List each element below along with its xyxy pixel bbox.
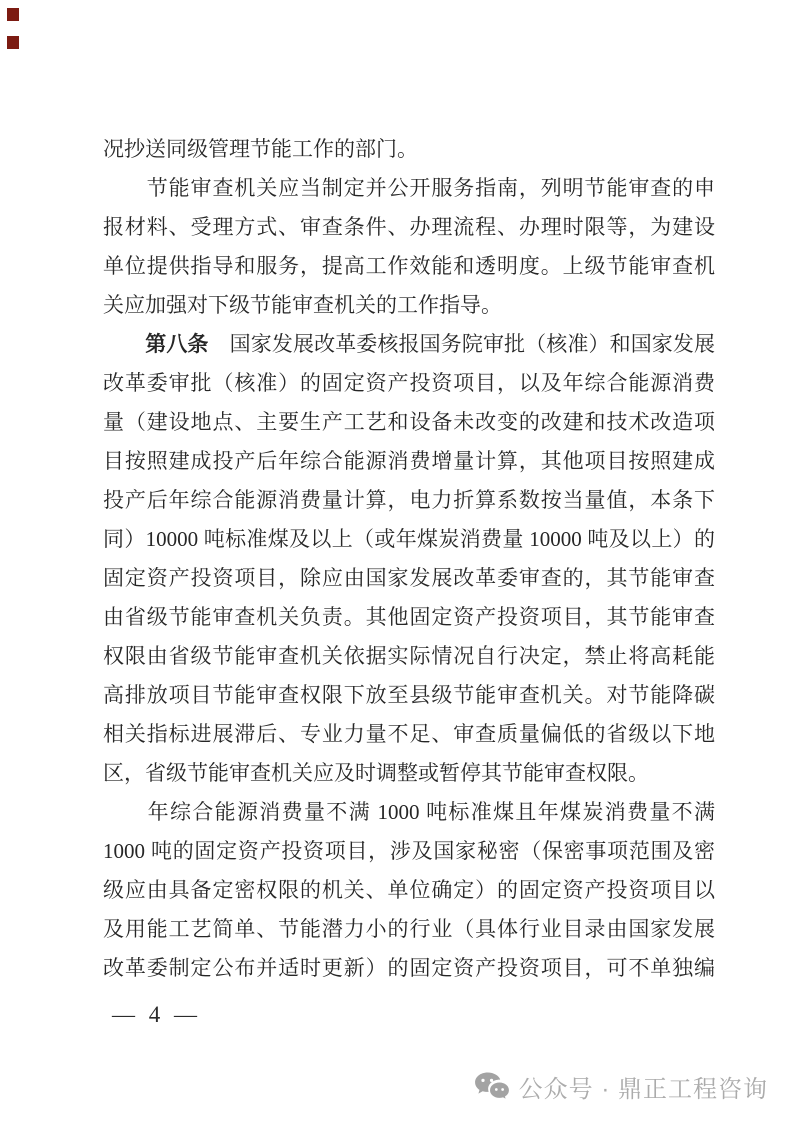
body-line: 投产后年综合能源消费量计算，电力折算系数按当量值，本条下 bbox=[103, 488, 715, 512]
body-line: 报材料、受理方式、审查条件、办理流程、办理时限等，为建设 bbox=[103, 215, 715, 239]
red-scan-mark-top bbox=[7, 8, 19, 21]
red-scan-mark-bottom bbox=[7, 36, 19, 49]
watermark-text: 公众号 · 鼎正工程咨询 bbox=[518, 1075, 768, 1103]
article-text: 国家发展改革委核报国务院审批（核准）和国家发展 bbox=[208, 332, 715, 356]
body-line: 1000 吨的固定资产投资项目，涉及国家秘密（保密事项范围及密 bbox=[103, 839, 715, 863]
body-line: 况抄送同级管理节能工作的部门。 bbox=[103, 137, 418, 161]
body-line: 及用能工艺简单、节能潜力小的行业（具体行业目录由国家发展 bbox=[103, 917, 715, 941]
body-line: 关应加强对下级节能审查机关的工作指导。 bbox=[103, 293, 502, 317]
body-line article-8-first-line bbox=[103, 325, 715, 364]
article-number-label: 第八条 bbox=[103, 332, 209, 356]
body-line: 年综合能源消费量不满 1000 吨标准煤且年煤炭消费量不满 bbox=[103, 800, 715, 824]
body-line: 改革委制定公布并适时更新）的固定资产投资项目，可不单独编 bbox=[103, 956, 715, 980]
body-line: 同）10000 吨标准煤及以上（或年煤炭消费量 10000 吨及以上）的 bbox=[103, 527, 715, 551]
body-line: 区，省级节能审查机关应及时调整或暂停其节能审查权限。 bbox=[103, 761, 649, 785]
watermark-footer bbox=[474, 1068, 768, 1104]
body-line: 固定资产投资项目，除应由国家发展改革委审查的，其节能审查 bbox=[103, 566, 715, 590]
body-line: 改革委审批（核准）的固定资产投资项目，以及年综合能源消费 bbox=[103, 371, 715, 395]
body-line: 目按照建成投产后年综合能源消费增量计算，其他项目按照建成 bbox=[103, 449, 715, 473]
body-line: 权限由省级节能审查机关依据实际情况自行决定，禁止将高耗能 bbox=[103, 644, 715, 668]
body-line: 高排放项目节能审查权限下放至县级节能审查机关。对节能降碳 bbox=[103, 683, 715, 707]
body-line: 单位提供指导和服务，提高工作效能和透明度。上级节能审查机 bbox=[103, 254, 715, 278]
wechat-icon bbox=[474, 1071, 510, 1102]
document-body bbox=[103, 130, 715, 988]
body-line: 级应由具备定密权限的机关、单位确定）的固定资产投资项目以 bbox=[103, 878, 715, 902]
page-number: — 4 — bbox=[112, 1002, 201, 1027]
body-line: 由省级节能审查机关负责。其他固定资产投资项目，其节能审查 bbox=[103, 605, 715, 629]
body-line: 相关指标进展滞后、专业力量不足、审查质量偏低的省级以下地 bbox=[103, 722, 715, 746]
body-line: 节能审查机关应当制定并公开服务指南，列明节能审查的申 bbox=[103, 176, 715, 200]
body-line: 量（建设地点、主要生产工艺和设备未改变的改建和技术改造项 bbox=[103, 410, 715, 434]
